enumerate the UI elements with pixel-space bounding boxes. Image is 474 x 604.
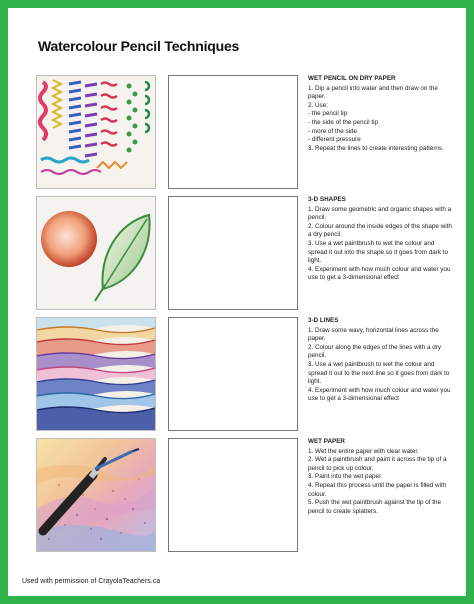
- permission-footer: Used with permission of CrayolaTeachers.ca: [22, 578, 161, 585]
- instruction-line: - the pencil tip: [308, 110, 348, 118]
- instruction-line: 1. Wet the entire paper with clear water.: [308, 447, 419, 455]
- instruction-line: 2. Colour along the edges of the lines with a dry pencil.: [308, 343, 442, 360]
- 3d-shapes-example-image: [36, 196, 156, 310]
- section-heading: WET PAPER: [308, 438, 345, 445]
- technique-row-wet-pencil: [8, 75, 466, 195]
- instruction-line: 1. Dip a pencil into water and then draw on the paper.: [308, 84, 438, 101]
- technique-instructions: [308, 438, 453, 516]
- page-title: Watercolour Pencil Techniques: [38, 38, 240, 54]
- instruction-line: 4. Experiment with how much colour and water you use to get a 3-dimensional effect: [308, 386, 451, 403]
- practice-box: [168, 75, 298, 189]
- instruction-line: 5. Push the wet paintbrush against the tip of the pencil to create splatters.: [308, 499, 442, 515]
- instruction-line: 3. Repeat the lines to create interesting patterns.: [308, 144, 444, 152]
- instruction-line: 4. Experiment with how much colour and water you use to get a 3-dimensional effect: [308, 265, 451, 282]
- instruction-line: - different pressure: [308, 136, 361, 144]
- 3d-lines-example-image: [36, 317, 156, 431]
- technique-row-3d-shapes: [8, 196, 466, 316]
- instruction-line: 2. Use:: [308, 101, 328, 109]
- technique-instructions: [308, 75, 453, 153]
- practice-box: [168, 438, 298, 552]
- instruction-line: 3. Paint into the wet paper.: [308, 473, 383, 481]
- instruction-line: 1. Draw some wavy, horizontal lines across the paper.: [308, 326, 439, 343]
- wet-paper-example-image: [36, 438, 156, 552]
- instruction-line: - the side of the pencil tip: [308, 118, 379, 126]
- practice-box: [168, 196, 298, 310]
- instruction-line: 1. Draw some geometric and organic shapes with a pencil.: [308, 205, 452, 222]
- instruction-line: - more of the side: [308, 127, 357, 135]
- instruction-line: 4. Repeat this process until the paper is filled with colour.: [308, 481, 447, 498]
- technique-instructions: [308, 196, 453, 283]
- section-heading: WET PENCIL ON DRY PAPER: [308, 75, 396, 82]
- practice-box: [168, 317, 298, 431]
- section-heading: 3-D SHAPES: [308, 196, 346, 203]
- wet-pencil-example-image: [36, 75, 156, 189]
- technique-instructions: [308, 317, 453, 404]
- instruction-line: 2. Colour around the inside edges of the shape with a dry pencil.: [308, 222, 452, 239]
- technique-row-wet-paper: [8, 438, 466, 558]
- instruction-line: 3. Use a wet paintbrush to wet the colour and spread it out to the next line so it goes from dark to light.: [308, 360, 450, 386]
- worksheet-page: [8, 8, 466, 596]
- instruction-line: 3. Use a wet paintbrush to wet the colour and spread it out into the shape so it goes from dark to light.: [308, 239, 449, 265]
- section-heading: 3-D LINES: [308, 317, 339, 324]
- technique-row-3d-lines: [8, 317, 466, 437]
- instruction-line: 2. Wet a paintbrush and paint it across the tip of a pencil to pick up colour.: [308, 456, 447, 472]
